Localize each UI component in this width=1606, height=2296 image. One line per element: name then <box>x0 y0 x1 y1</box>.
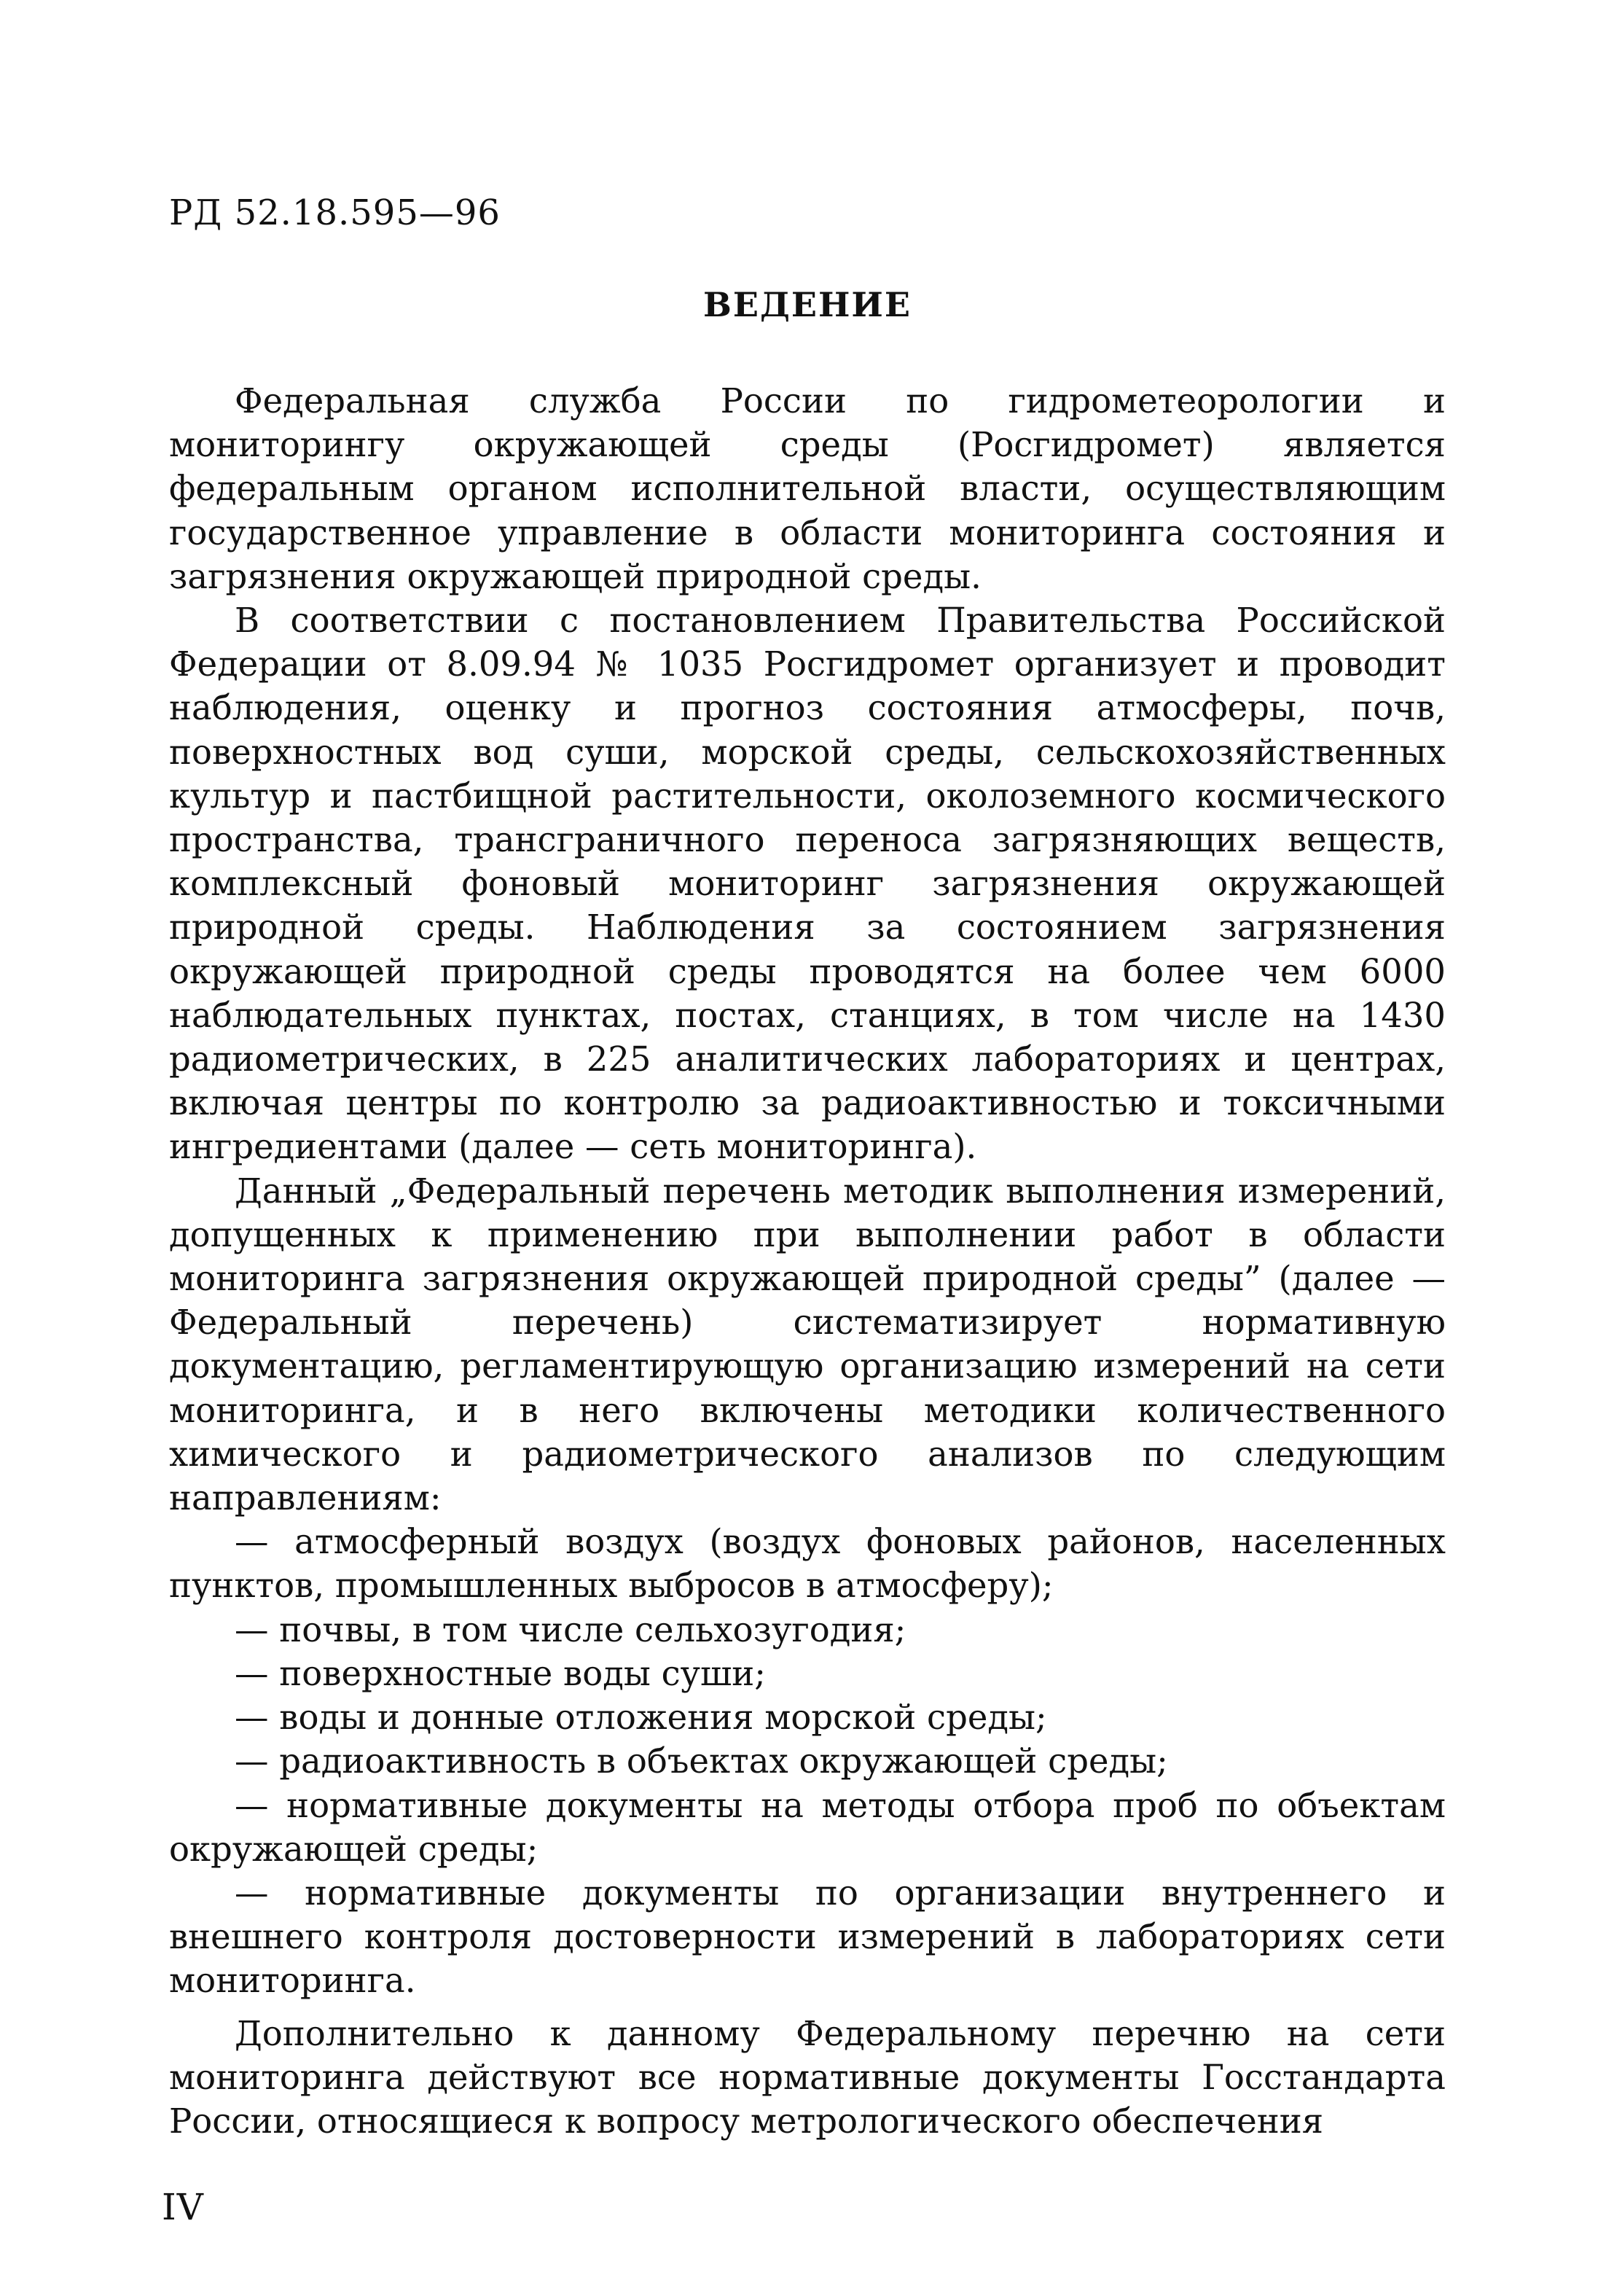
paragraph: Данный „Федеральный перечень методик выполнения измерений, допущенных к применению при выполнении работ в области мониторинга загрязнения окружающей природной среды” (далее — Федеральный перечень) систематизирует нормативную документацию, регламентирующую организацию измерений на сети мониторинга, и в него включены методики количественного химического и радиометрического анализов по следующим направлениям: <box>169 1171 1446 1518</box>
body-text <box>169 379 1446 2143</box>
paragraph: Федеральная служба России по гидрометеорологии и мониторингу окружающей среды (Росгидромет) является федеральным органом исполнительной власти, осуществляющим государственное управление в области мониторинга состояния и загрязнения окружающей природной среды. <box>169 381 1446 596</box>
page-number: IV <box>162 2186 204 2228</box>
list-item: — нормативные документы по организации внутреннего и внешнего контроля достоверности измерений в лабораториях сети мониторинга. <box>169 1873 1446 2001</box>
paragraph: В соответствии с постановлением Правительства Российской Федерации от 8.09.94 № 1035 Росгидромет организует и проводит наблюдения, оценку и прогноз состояния атмосферы, почв, поверхностных вод суши, морской среды, сельскохозяйственных культур и пастбищной растительности, околоземного космического пространства, трансграничного переноса загрязняющих веществ, комплексный фоновый мониторинг загрязнения окружающей природной среды. Наблюдения за состоянием загрязнения окружающей природной среды проводятся на более чем 6000 наблюдательных пунктах, постах, станциях, в том числе на 1430 радиометрических, в 225 аналитических лабораториях и центрах, включая центры по контролю за радиоактивностью и токсичными ингредиентами (далее — сеть мониторинга). <box>169 601 1446 1167</box>
document-code: РД 52.18.595—96 <box>169 192 501 233</box>
list-item: — воды и донные отложения морской среды; <box>235 1698 1047 1738</box>
section-title: ВЕДЕНИЕ <box>703 285 912 324</box>
list-item: — нормативные документы на методы отбора проб по объектам окружающей среды; <box>169 1785 1446 1869</box>
final-paragraph: Дополнительно к данному Федеральному перечню на сети мониторинга действуют все нормативные документы Госстандарта России, относящиеся к вопросу метрологического обеспечения <box>169 2013 1446 2141</box>
list-item: — радиоактивность в объектах окружающей среды; <box>235 1741 1168 1781</box>
list-item: — поверхностные воды суши; <box>235 1653 766 1693</box>
list-item: — атмосферный воздух (воздух фоновых районов, населенных пунктов, промышленных выбросов в атмосферу); <box>169 1522 1446 1606</box>
list-item: — почвы, в том числе сельхозугодия; <box>235 1609 906 1649</box>
